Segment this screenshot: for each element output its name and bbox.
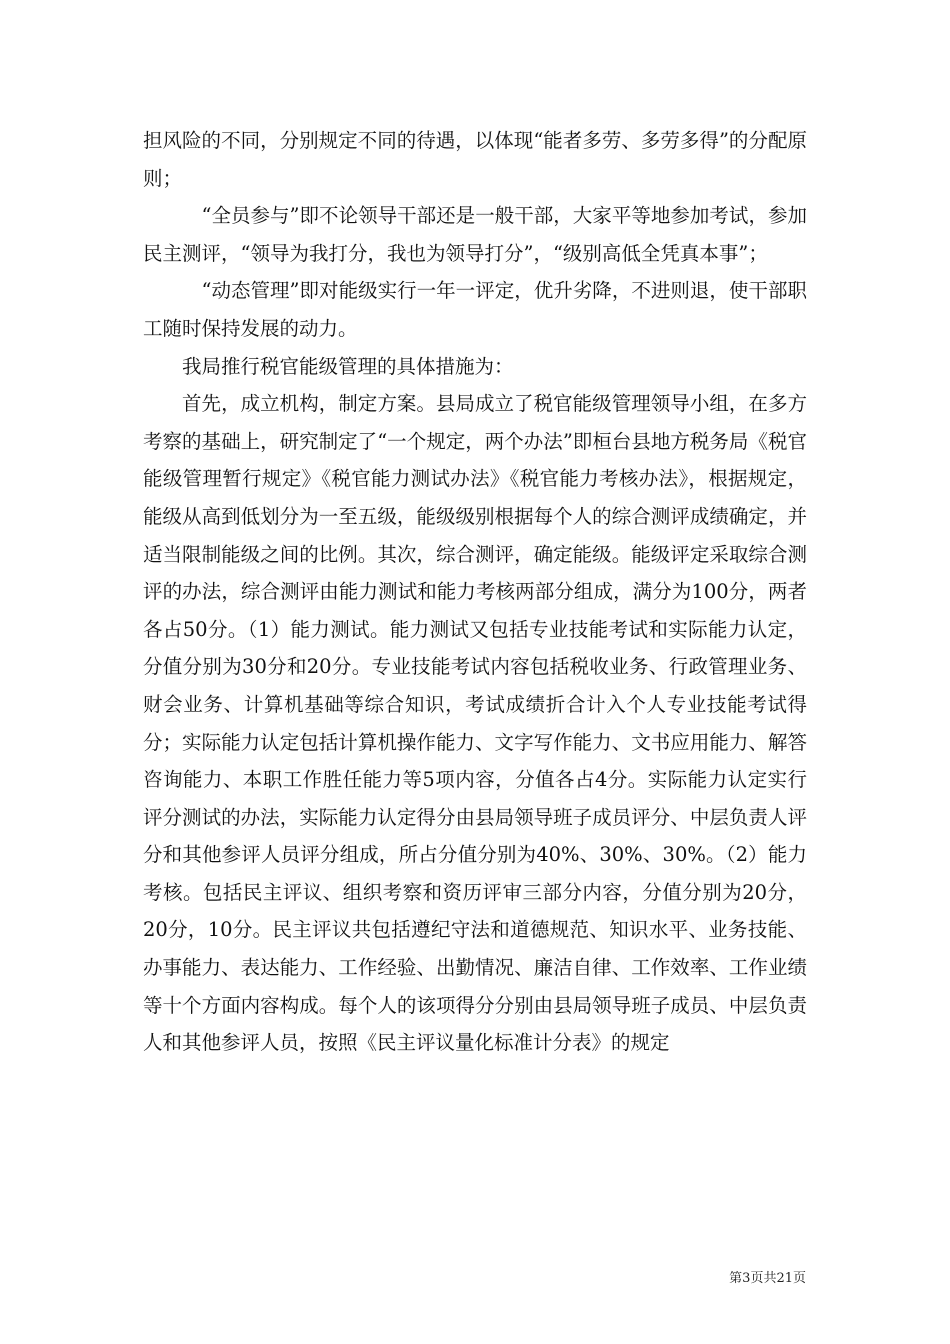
paragraph-full-participation: “全员参与”即不论领导干部还是一般干部，大家平等地参加考试，参加民主测评，“领导为我打分，我也为领导打分”，“级别高低全凭真本事”； (143, 204, 807, 265)
body-text (143, 122, 807, 1062)
paragraph-measures-intro: 我局推行税官能级管理的具体措施为： (182, 354, 514, 378)
page-number: 第3页共21页 (729, 1271, 806, 1286)
paragraph-measures-detail: 首先，成立机构，制定方案。县局成立了税官能级管理领导小组，在多方考察的基础上，研究制定了“一个规定，两个办法”即桓台县地方税务局《税官能级管理暂行规定》《税官能力测试办法》《税官能力考核办法》，根据规定，能级从高到低划分为一至五级，能级级别根据每个人的综合测评成绩确定，并适当限制能级之间的比例。其次，综合测评，确定能级。能级评定采取综合测评的办法，综合测评由能力测试和能力考核两部分组成，满分为100分，两者各占50分。（1）能力测试。能力测试又包括专业技能考试和实际能力认定，分值分别为30分和20分。专业技能考试内容包括税收业务、行政管理业务、财会业务、计算机基础等综合知识，考试成绩折合计入个人专业技能考试得分；实际能力认定包括计算机操作能力、文字写作能力、文书应用能力、解答咨询能力、本职工作胜任能力等5项内容，分值各占4分。实际能力认定实行评分测试的办法，实际能力认定得分由县局领导班子成员评分、中层负责人评分和其他参评人员评分组成，所占分值分别为40%、30%、30%。（2）能力考核。包括民主评议、组织考察和资历评审三部分内容，分值分别为20分，20分，10分。民主评议共包括遵纪守法和道德规范、知识水平、业务技能、办事能力、表达能力、工作经验、出勤情况、廉洁自律、工作效率、工作业绩等十个方面内容构成。每个人的该项得分分别由县局领导班子成员、中层负责人和其他参评人员，按照《民主评议量化标准计分表》的规定 (143, 392, 807, 1055)
paragraph-continued: 担风险的不同，分别规定不同的待遇，以体现“能者多劳、多劳多得”的分配原则； (143, 129, 807, 190)
paragraph-dynamic-management: “动态管理”即对能级实行一年一评定，优升劣降，不进则退，使干部职工随时保持发展的动力。 (143, 279, 807, 340)
